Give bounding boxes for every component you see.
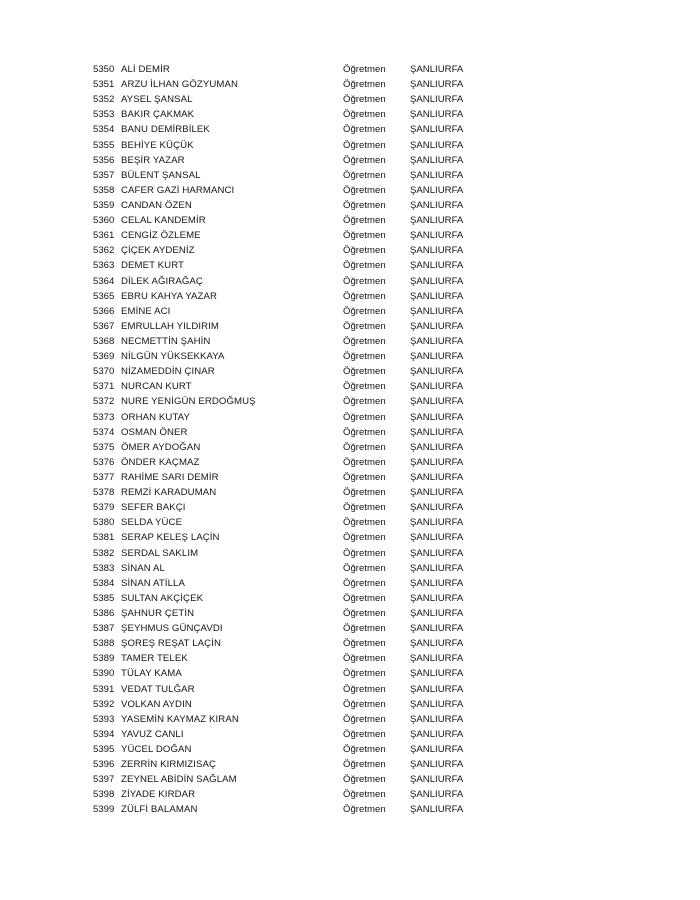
role-label: Öğretmen [343, 290, 386, 302]
row-number: 5370 [93, 366, 115, 378]
person-name: SERDAL SAKLIM [121, 547, 199, 559]
row-number: 5354 [93, 124, 115, 136]
row-number: 5392 [93, 698, 115, 710]
person-name: ARZU İLHAN GÖZYUMAN [121, 79, 239, 91]
row-number: 5350 [93, 64, 115, 76]
row-number: 5356 [93, 154, 115, 166]
person-name: CENGİZ ÖZLEME [121, 230, 201, 242]
role-label: Öğretmen [343, 759, 386, 771]
city-label: ŞANLIURFA [410, 607, 464, 619]
person-name: ÖMER AYDOĞAN [121, 441, 201, 453]
list-item [93, 319, 493, 334]
role-label: Öğretmen [343, 517, 386, 529]
row-number: 5358 [93, 184, 115, 196]
row-number: 5395 [93, 743, 115, 755]
row-number: 5364 [93, 275, 115, 287]
person-name: SEFER BAKÇI [121, 502, 186, 514]
person-name: EBRU KAHYA YAZAR [121, 290, 217, 302]
list-item [93, 772, 493, 787]
person-name: CELAL KANDEMİR [121, 215, 206, 227]
role-label: Öğretmen [343, 64, 386, 76]
list-item [93, 591, 493, 606]
person-name: VEDAT TULĞAR [121, 683, 195, 695]
row-number: 5366 [93, 305, 115, 317]
row-number: 5380 [93, 517, 115, 529]
role-label: Öğretmen [343, 109, 386, 121]
list-item [93, 666, 493, 681]
person-name: ZÜLFİ BALAMAN [121, 804, 198, 816]
role-label: Öğretmen [343, 577, 386, 589]
list-item [93, 364, 493, 379]
list-item [93, 138, 493, 153]
person-name: ZİYADE KIRDAR [121, 789, 196, 801]
role-label: Öğretmen [343, 184, 386, 196]
person-name: ŞEYHMUS GÜNÇAVDI [121, 623, 223, 635]
role-label: Öğretmen [343, 804, 386, 816]
list-item [93, 62, 493, 77]
role-label: Öğretmen [343, 472, 386, 483]
person-name: SELDA YÜCE [121, 517, 183, 529]
row-number: 5382 [93, 547, 115, 559]
city-label: ŞANLIURFA [410, 441, 464, 453]
list-item [93, 349, 493, 364]
row-number: 5362 [93, 245, 115, 257]
list-item [93, 561, 493, 576]
list-item [93, 107, 493, 122]
city-label: ŞANLIURFA [410, 547, 464, 559]
row-number: 5387 [93, 623, 115, 635]
city-label: ŞANLIURFA [410, 487, 464, 499]
person-name: AYSEL ŞANSAL [121, 94, 193, 106]
person-name: CAFER GAZİ HARMANCI [121, 184, 235, 196]
person-name: OSMAN ÖNER [121, 426, 188, 438]
person-name: ŞAHNUR ÇETİN [121, 607, 195, 619]
list-item [93, 334, 493, 349]
row-number: 5396 [93, 759, 115, 771]
city-label: ŞANLIURFA [410, 351, 464, 363]
list-item [93, 697, 493, 712]
row-number: 5351 [93, 79, 115, 91]
city-label: ŞANLIURFA [410, 426, 464, 438]
list-item [93, 727, 493, 742]
city-label: ŞANLIURFA [410, 774, 464, 786]
city-label: ŞANLIURFA [410, 336, 464, 348]
role-label: Öğretmen [343, 260, 386, 272]
row-number: 5365 [93, 290, 115, 302]
person-name: NURCAN KURT [121, 381, 192, 393]
row-number: 5378 [93, 487, 115, 499]
list-item [93, 485, 493, 500]
person-name: EMİNE ACI [121, 305, 171, 317]
list-item [93, 213, 493, 228]
row-number: 5368 [93, 336, 115, 348]
role-label: Öğretmen [343, 774, 386, 786]
list-item [93, 621, 493, 636]
list-item [93, 712, 493, 727]
city-label: ŞANLIURFA [410, 668, 464, 680]
person-name: BAKIR ÇAKMAK [121, 109, 195, 121]
row-number: 5373 [93, 411, 115, 423]
city-label: ŞANLIURFA [410, 396, 464, 408]
role-label: Öğretmen [343, 154, 386, 166]
list-item [93, 802, 493, 817]
person-name: VOLKAN AYDIN [121, 698, 192, 710]
list-item [93, 440, 493, 455]
row-number: 5369 [93, 351, 115, 363]
role-label: Öğretmen [343, 426, 386, 438]
city-label: ŞANLIURFA [410, 517, 464, 529]
role-label: Öğretmen [343, 139, 386, 151]
list-item [93, 636, 493, 651]
role-label: Öğretmen [343, 366, 386, 378]
person-name: NECMETTİN ŞAHİN [121, 336, 211, 348]
role-label: Öğretmen [343, 396, 386, 408]
row-number: 5391 [93, 683, 115, 695]
list-item [93, 153, 493, 168]
list-item [93, 425, 493, 440]
role-label: Öğretmen [343, 336, 386, 348]
role-label: Öğretmen [343, 305, 386, 317]
row-number: 5353 [93, 109, 115, 121]
list-item [93, 757, 493, 772]
person-name: BÜLENT ŞANSAL [121, 169, 201, 181]
city-label: ŞANLIURFA [410, 260, 464, 272]
city-label: ŞANLIURFA [410, 804, 464, 816]
city-label: ŞANLIURFA [410, 290, 464, 302]
city-label: ŞANLIURFA [410, 94, 464, 106]
row-number: 5386 [93, 607, 115, 619]
city-label: ŞANLIURFA [410, 184, 464, 196]
row-number: 5385 [93, 592, 115, 604]
list-item [93, 651, 493, 666]
list-item [93, 122, 493, 137]
city-label: ŞANLIURFA [410, 139, 464, 151]
role-label: Öğretmen [343, 743, 386, 755]
role-label: Öğretmen [343, 245, 386, 257]
city-label: ŞANLIURFA [410, 789, 464, 801]
person-name: YASEMİN KAYMAZ KIRAN [121, 713, 239, 725]
city-label: ŞANLIURFA [410, 109, 464, 121]
row-number: 5390 [93, 668, 115, 680]
row-number: 5367 [93, 320, 115, 332]
person-name: NİLGÜN YÜKSEKKAYA [121, 351, 225, 363]
person-name: BEŞİR YAZAR [121, 154, 185, 166]
role-label: Öğretmen [343, 441, 386, 453]
list-item [93, 274, 493, 289]
city-label: ŞANLIURFA [410, 683, 464, 695]
row-number: 5397 [93, 774, 115, 786]
role-label: Öğretmen [343, 638, 386, 650]
person-name: REMZİ KARADUMAN [121, 487, 217, 499]
city-label: ŞANLIURFA [410, 698, 464, 710]
role-label: Öğretmen [343, 562, 386, 574]
person-name: ZERRİN KIRMIZISAÇ [121, 759, 216, 771]
role-label: Öğretmen [343, 79, 386, 91]
person-name: ÇİÇEK AYDENİZ [121, 245, 195, 257]
person-name: SİNAN ATİLLA [121, 577, 185, 589]
city-label: ŞANLIURFA [410, 381, 464, 393]
person-name: EMRULLAH YILDIRIM [121, 320, 220, 332]
person-name: SULTAN AKÇİÇEK [121, 592, 204, 604]
row-number: 5388 [93, 638, 115, 650]
role-label: Öğretmen [343, 728, 386, 740]
row-number: 5389 [93, 653, 115, 665]
role-label: Öğretmen [343, 487, 386, 499]
role-label: Öğretmen [343, 94, 386, 106]
row-number: 5375 [93, 441, 115, 453]
role-label: Öğretmen [343, 351, 386, 363]
role-label: Öğretmen [343, 320, 386, 332]
list-item [93, 681, 493, 696]
row-number: 5377 [93, 472, 115, 483]
role-label: Öğretmen [343, 713, 386, 725]
person-name: DEMET KURT [121, 260, 185, 272]
person-name: ŞOREŞ REŞAT LAÇİN [121, 638, 221, 650]
list-item [93, 228, 493, 243]
list-item [93, 77, 493, 92]
role-label: Öğretmen [343, 592, 386, 604]
role-label: Öğretmen [343, 668, 386, 680]
list-item [93, 92, 493, 107]
row-number: 5352 [93, 94, 115, 106]
role-label: Öğretmen [343, 607, 386, 619]
city-label: ŞANLIURFA [410, 305, 464, 317]
city-label: ŞANLIURFA [410, 366, 464, 378]
city-label: ŞANLIURFA [410, 215, 464, 227]
city-label: ŞANLIURFA [410, 653, 464, 665]
person-name: YAVUZ CANLI [121, 728, 184, 740]
person-name: ORHAN KUTAY [121, 411, 190, 423]
row-number: 5393 [93, 713, 115, 725]
role-label: Öğretmen [343, 502, 386, 514]
city-label: ŞANLIURFA [410, 245, 464, 257]
row-number: 5357 [93, 169, 115, 181]
list-item [93, 243, 493, 258]
row-number: 5361 [93, 230, 115, 242]
city-label: ŞANLIURFA [410, 456, 464, 468]
role-label: Öğretmen [343, 230, 386, 242]
city-label: ŞANLIURFA [410, 169, 464, 181]
role-label: Öğretmen [343, 381, 386, 393]
row-number: 5384 [93, 577, 115, 589]
role-label: Öğretmen [343, 653, 386, 665]
list-item [93, 530, 493, 545]
row-number: 5372 [93, 396, 115, 408]
row-number: 5398 [93, 789, 115, 801]
city-label: ŞANLIURFA [410, 532, 464, 544]
city-label: ŞANLIURFA [410, 79, 464, 91]
person-name: DİLEK AĞIRAĞAÇ [121, 275, 203, 287]
city-label: ŞANLIURFA [410, 562, 464, 574]
city-label: ŞANLIURFA [410, 411, 464, 423]
list-item [93, 470, 493, 485]
city-label: ŞANLIURFA [410, 124, 464, 136]
row-number: 5383 [93, 562, 115, 574]
role-label: Öğretmen [343, 623, 386, 635]
city-label: ŞANLIURFA [410, 275, 464, 287]
list-item [93, 787, 493, 802]
list-item [93, 394, 493, 409]
list-item [93, 183, 493, 198]
list-item [93, 258, 493, 273]
role-label: Öğretmen [343, 683, 386, 695]
city-label: ŞANLIURFA [410, 638, 464, 650]
city-label: ŞANLIURFA [410, 713, 464, 725]
city-label: ŞANLIURFA [410, 728, 464, 740]
list-item [93, 379, 493, 394]
city-label: ŞANLIURFA [410, 592, 464, 604]
city-label: ŞANLIURFA [410, 64, 464, 76]
person-name: ZEYNEL ABİDİN SAĞLAM [121, 774, 237, 786]
role-label: Öğretmen [343, 456, 386, 468]
row-number: 5363 [93, 260, 115, 272]
person-name: ÖNDER KAÇMAZ [121, 456, 200, 468]
row-number: 5374 [93, 426, 115, 438]
city-label: ŞANLIURFA [410, 502, 464, 514]
role-label: Öğretmen [343, 215, 386, 227]
city-label: ŞANLIURFA [410, 200, 464, 212]
role-label: Öğretmen [343, 275, 386, 287]
list-item [93, 304, 493, 319]
list-item [93, 546, 493, 561]
row-number: 5399 [93, 804, 115, 816]
person-name: SİNAN AL [121, 562, 165, 574]
person-name: NURE YENİGÜN ERDOĞMUŞ [121, 396, 256, 408]
role-label: Öğretmen [343, 698, 386, 710]
person-name: SERAP KELEŞ LAÇİN [121, 532, 220, 544]
person-name: BEHİYE KÜÇÜK [121, 139, 194, 151]
row-number: 5381 [93, 532, 115, 544]
person-name: CANDAN ÖZEN [121, 200, 192, 212]
city-label: ŞANLIURFA [410, 230, 464, 242]
row-number: 5376 [93, 456, 115, 468]
role-label: Öğretmen [343, 124, 386, 136]
city-label: ŞANLIURFA [410, 320, 464, 332]
city-label: ŞANLIURFA [410, 623, 464, 635]
list-item [93, 410, 493, 425]
row-number: 5355 [93, 139, 115, 151]
row-number: 5360 [93, 215, 115, 227]
person-name: NİZAMEDDİN ÇINAR [121, 366, 215, 378]
person-name: YÜCEL DOĞAN [121, 743, 192, 755]
personnel-list [93, 62, 493, 817]
list-item [93, 168, 493, 183]
role-label: Öğretmen [343, 200, 386, 212]
list-item [93, 515, 493, 530]
city-label: ŞANLIURFA [410, 154, 464, 166]
list-item [93, 455, 493, 470]
row-number: 5371 [93, 381, 115, 393]
list-item [93, 198, 493, 213]
person-name: RAHİME SARI DEMİR [121, 472, 219, 483]
person-name: ALİ DEMİR [121, 64, 170, 76]
city-label: ŞANLIURFA [410, 759, 464, 771]
role-label: Öğretmen [343, 547, 386, 559]
role-label: Öğretmen [343, 169, 386, 181]
list-item [93, 606, 493, 621]
row-number: 5359 [93, 200, 115, 212]
city-label: ŞANLIURFA [410, 472, 464, 483]
role-label: Öğretmen [343, 411, 386, 423]
person-name: TÜLAY KAMA [121, 668, 182, 680]
list-item [93, 500, 493, 515]
city-label: ŞANLIURFA [410, 743, 464, 755]
city-label: ŞANLIURFA [410, 577, 464, 589]
person-name: TAMER TELEK [121, 653, 188, 665]
row-number: 5394 [93, 728, 115, 740]
row-number: 5379 [93, 502, 115, 514]
list-item [93, 576, 493, 591]
list-item [93, 742, 493, 757]
person-name: BANU DEMİRBİLEK [121, 124, 210, 136]
list-item [93, 289, 493, 304]
role-label: Öğretmen [343, 532, 386, 544]
role-label: Öğretmen [343, 789, 386, 801]
